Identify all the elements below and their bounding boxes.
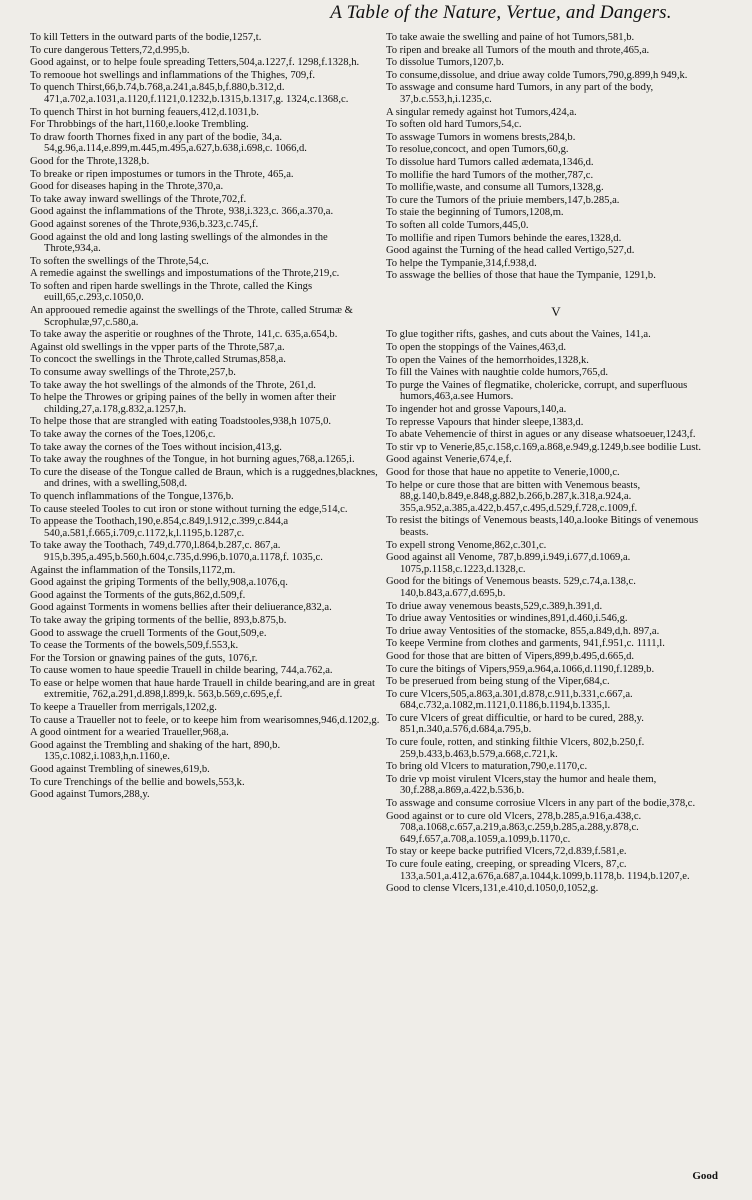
index-entry: To cure the Tumors of the priuie members,147,b.285,a. xyxy=(386,194,620,206)
index-entry: To take away the hot swellings of the almonds of the Throte, 261,d. xyxy=(30,379,316,391)
index-entry: To stay or keepe backe putrified Vlcers,72,d.839,f.581,e. xyxy=(386,846,627,858)
index-entry: To draw foorth Thornes fixed in any part of the bodie, 34,a. 54,g.96,a.114,e.899,m.445,m.495,a.627,b.638,i.698,c. 1066,d. xyxy=(30,131,307,155)
right-column-v-section xyxy=(386,329,726,894)
index-entry: A good ointment for a wearied Traueller,968,a. xyxy=(30,727,229,739)
index-entry: Good for the Throte,1328,b. xyxy=(30,155,150,167)
index-entry: To mollifie,waste, and consume all Tumors,1328,g. xyxy=(386,182,604,194)
index-entry: To consume,dissolue, and driue away colde Tumors,790,g.899,h 949,k. xyxy=(386,69,688,81)
index-entry: To cause women to haue speedie Trauell in childe bearing, 744,a.762,a. xyxy=(30,665,333,677)
index-entry: To driue away Ventosities or windines,891,d.460,i.546,g. xyxy=(386,613,628,625)
index-entry: To cure the bitings of Vipers,959,a.964,a.1066,d.1190,f.1289,b. xyxy=(386,663,655,675)
index-entry: To cure Trenchings of the bellie and bowels,553,k. xyxy=(30,776,245,788)
index-entry: Good for diseases haping in the Throte,370,a. xyxy=(30,181,224,193)
index-entry: To mollifie the hard Tumors of the mother,787,c. xyxy=(386,169,594,181)
page-header xyxy=(0,2,752,32)
index-entry: Good against Trembling of sinewes,619,b. xyxy=(30,764,210,776)
index-entry: Against old swellings in the vpper parts of the Throte,587,a. xyxy=(30,341,285,353)
index-entry: To fill the Vaines with naughtie colde humors,765,d. xyxy=(386,367,609,379)
index-entry: Good against the Turning of the head called Vertigo,527,d. xyxy=(386,245,635,257)
index-entry: To cause steeled Tooles to cut iron or stone without turning the edge,514,c. xyxy=(30,503,348,515)
index-entry: To quench inflammations of the Tongue,1376,b. xyxy=(30,490,234,502)
index-entry: To helpe those that are strangled with eating Toadstooles,938,h 1075,0. xyxy=(30,416,332,428)
index-entry: To represse Vapours that hinder sleepe,1383,d. xyxy=(386,416,584,428)
index-entry: To ease or helpe women that haue harde Trauell in childe bearing,and are in great extremitie, 762,a.291,d.898,l.899,k. 563,b.569,c.695,e,f. xyxy=(30,677,375,701)
index-entry: To soften all colde Tumors,445,0. xyxy=(386,219,529,231)
index-entry: To drie vp moist virulent Vlcers,stay the humor and heale them, 30,f.288,a.869,a.422,b.536,b. xyxy=(386,773,657,797)
index-entry: To kill Tetters in the outward parts of the bodie,1257,t. xyxy=(30,32,262,43)
index-entry: Good against sorenes of the Throte,936,b.323,c.745,f. xyxy=(30,218,259,230)
index-entry: To asswage the bellies of those that haue the Tympanie, 1291,b. xyxy=(386,270,656,282)
index-entry: To driue away Ventosities of the stomacke, 855,a.849,d,h. 897,a. xyxy=(386,625,660,637)
index-entry: Good against the Trembling and shaking of the hart, 890,b. 135,c.1082,i.1083,h,n.1160,e. xyxy=(30,739,281,763)
right-column xyxy=(386,32,726,896)
index-entry: To be preserued from being stung of the Viper,684,c. xyxy=(386,676,610,688)
index-entry: Good against Torments in womens bellies after their deliuerance,832,a. xyxy=(30,602,332,614)
index-entry: To soften old hard Tumors,54,c. xyxy=(386,119,522,131)
index-entry: Good against the griping Torments of the belly,908,a.1076,q. xyxy=(30,577,288,589)
index-entry: To abate Vehemencie of thirst in agues or any disease whatsoeuer,1243,f. xyxy=(386,429,696,441)
index-entry: To take away the cornes of the Toes without incision,413,g. xyxy=(30,441,282,453)
index-entry: Good for the bitings of Venemous beasts. 529,c.74,a.138,c. 140,b.843,a.677,d.695,b. xyxy=(386,576,636,599)
index-entry: A singular remedy against hot Tumors,424,a. xyxy=(386,106,577,118)
index-entry: To asswage and consume hard Tumors, in any part of the body, 37,b.c.553,h,i.1235,c. xyxy=(386,82,654,105)
index-entry: To helpe the Tympanie,314,f.938,d. xyxy=(386,257,537,269)
index-entry: To helpe the Throwes or griping paines of the belly in women after their childing,27,a.178,g.832,a.1257,h. xyxy=(30,392,336,415)
right-column-tumors xyxy=(386,32,726,282)
index-entry: To keepe Vermine from clothes and garments, 941,f.951,c. 1111,l. xyxy=(386,638,665,650)
index-entry: To take away the roughnes of the Tongue, in hot burning agues,768,a.1265,i. xyxy=(30,454,355,466)
index-entry: To cure Vlcers of great difficultie, or hard to be cured, 288,y. 851,n.340,a.576,d.684,a.795,b. xyxy=(386,712,644,736)
index-entry: To bring old Vlcers to maturation,790,e.1170,c. xyxy=(386,761,588,773)
index-entry: To mollifie and ripen Tumors behinde the eares,1328,d. xyxy=(386,232,622,244)
index-entry: An approoued remedie against the swellings of the Throte, called Strumæ & Scrophulæ,97,c.580,a. xyxy=(30,305,353,328)
index-entry: To open the stoppings of the Vaines,463,d. xyxy=(386,342,567,354)
catchword: Good xyxy=(692,1170,718,1182)
index-entry: To helpe or cure those that are bitten with Venemous beasts, 88,g.140,b.849,e.848,g.882,b.266,b.287,k.318,a.924,a. 355,a.952,a.385,a.422,b.457,c.495,d.529,f.728,c.1009,f. xyxy=(386,479,641,514)
index-entry: To purge the Vaines of flegmatike, cholericke, corrupt, and superfluous humors,463,a.see Humors. xyxy=(386,379,688,403)
index-entry: For the Torsion or gnawing paines of the guts, 1076,r. xyxy=(30,652,258,664)
index-entry: Good for those that haue no appetite to Venerie,1000,c. xyxy=(386,467,620,478)
page-title: A Table of the Nature, Vertue, and Dangers. xyxy=(330,2,672,23)
index-entry: To soften the swellings of the Throte,54,c. xyxy=(30,255,209,267)
index-entry: For Throbbings of the hart,1160,e.looke Trembling. xyxy=(30,119,249,131)
index-entry: Good to clense Vlcers,131,e.410,d.1050,0,1052,g. xyxy=(386,883,599,895)
index-entry: To ripen and breake all Tumors of the mouth and throte,465,a. xyxy=(386,44,650,56)
index-entry: To cure dangerous Tetters,72,d.995,b. xyxy=(30,44,190,56)
index-entry: To ingender hot and grosse Vapours,140,a. xyxy=(386,404,567,416)
index-entry: Good against or to cure old Vlcers, 278,b.285,a.916,a.438,c. 708,a.1068,c.657,a.219,a.863,c.259,b.285,a.288,y.878,c. 649,f.657,a.708,a.1059,a.1099,b.1170,c. xyxy=(386,810,642,845)
index-entry: To resist the bitings of Venemous beasts,140,a.looke Bitings of venemous beasts. xyxy=(386,515,699,538)
left-column xyxy=(30,32,380,802)
index-entry: To resolue,concoct, and open Tumors,60,g. xyxy=(386,144,569,156)
index-entry: To soften and ripen harde swellings in the Throte, called the Kings euill,65,c.293,c.1050,0. xyxy=(30,280,313,304)
index-entry: To take away the griping torments of the bellie, 893,b.875,b. xyxy=(30,614,287,626)
index-entry: Good for those that are bitten of Vipers,899,b.495,d.665,d. xyxy=(386,650,635,662)
index-entry: To open the Vaines of the hemorrhoides,1328,k. xyxy=(386,354,589,366)
index-entry: Good against the inflammations of the Throte, 938,i.323,c. 366,a.370,a. xyxy=(30,206,334,218)
index-entry: Good against Venerie,674,e,f. xyxy=(386,454,512,466)
index-entry: To dissolue Tumors,1207,b. xyxy=(386,57,504,69)
index-entry: To concoct the swellings in the Throte,called Strumas,858,a. xyxy=(30,354,286,366)
index-entry: To cease the Torments of the bowels,509,f.553,k. xyxy=(30,640,239,652)
index-entry: To cause a Traueller not to feele, or to keepe him from wearisomnes,946,d.1202,g. xyxy=(30,714,380,726)
section-letter: V xyxy=(551,303,561,319)
index-entry: To cure foule, rotten, and stinking filthie Vlcers, 802,b.250,f. 259,b.433,b.463,b.579,a.668,c.721,k. xyxy=(386,737,645,760)
index-entry: Good against Tumors,288,y. xyxy=(30,789,150,801)
index-entry: To breake or ripen impostumes or tumors in the Throte, 465,a. xyxy=(30,168,294,180)
index-entry: Good against all Venome, 787,b.899,i.949,i.677,d.1069,a. 1075,p.1158,c.1223,d.1328,c. xyxy=(386,552,631,575)
index-entry: To driue away venemous beasts,529,c.389,h.391,d. xyxy=(386,600,603,612)
index-entry: To cure foule eating, creeping, or spreading Vlcers, 87,c. 133,a.501,a.412,a.676,a.687,a.1044,k.1099,b.1178,b. 1194,b.1207,e. xyxy=(386,859,690,882)
index-entry: To take away the Toothach, 749,d.770,l.864,b.287,c. 867,a. 915,b.395,a.495,b.560,h.604,c.735,d.996,b.1070,a.1178,f. 1035,c. xyxy=(30,540,323,563)
index-entry: Good against the Torments of the guts,862,d.509,f. xyxy=(30,589,246,601)
index-entry: Against the inflammation of the Tonsils,1172,m. xyxy=(30,564,236,576)
index-entry: To stir vp to Venerie,85,c.158,c.169,a.868,e.949,g.1249,b.see bodilie Lust. xyxy=(386,441,702,453)
index-entry: To keepe a Traueller from merrigals,1202,g. xyxy=(30,702,217,714)
index-entry: To quench Thirst in hot burning feauers,412,d.1031,b. xyxy=(30,106,259,118)
index-entry: To take away inward swellings of the Throte,702,f. xyxy=(30,193,247,205)
index-entry: To expell strong Venome,862,c.301,c. xyxy=(386,539,547,551)
index-entry: To cure Vlcers,505,a.863,a.301,d.878,c.911,b.331,c.667,a. 684,c.732,a.1082,m.1121,0.1186,b.1194,b.1335,l. xyxy=(386,688,633,712)
index-entry: Good against, or to helpe foule spreading Tetters,504,a.1227,f. 1298,f.1328,h. xyxy=(30,57,360,69)
index-entry: To appease the Toothach,190,e.854,c.849,l.912,c.399,c.844,a 540,a.581,f.665,i.709,c.1172,k,l.1195,b.1287,c. xyxy=(30,516,289,539)
index-entry: To take away the cornes of the Toes,1206,c. xyxy=(30,429,216,440)
index-entry: Good against the old and long lasting swellings of the almondes in the Throte,934,a. xyxy=(30,231,328,255)
index-entry: To staie the beginning of Tumors,1208,m. xyxy=(386,207,564,219)
index-entry: To glue togither rifts, gashes, and cuts about the Vaines, 141,a. xyxy=(386,329,651,341)
index-entry: To take away the asperitie or roughnes of the Throte, 141,c. 635,a.654,b. xyxy=(30,329,338,341)
index-entry: To cure the disease of the Tongue called de Braun, which is a ruggednes,blacknes, and drines, with a swelling,508,d. xyxy=(30,466,378,490)
index-entry: To dissolue hard Tumors called ædemata,1346,d. xyxy=(386,156,594,168)
index-entry: A remedie against the swellings and impostumations of the Throte,219,c. xyxy=(30,268,340,280)
index-entry: To remooue hot swellings and inflammations of the Thighes, 709,f. xyxy=(30,69,316,81)
index-entry: To asswage Tumors in womens brests,284,b. xyxy=(386,131,576,143)
index-entry: To consume away swellings of the Throte,257,b. xyxy=(30,367,236,379)
index-entry: Good to asswage the cruell Torments of the Gout,509,e. xyxy=(30,627,267,639)
index-entry: To asswage and consume corrosiue Vlcers in any part of the bodie,378,c. xyxy=(386,798,696,810)
index-entry: To quench Thirst,66,b.74,b.768,a.241,a.845,b,f.880,b.312,d. 471,a.702,a.1031,a.1120,f.1121,0.1232,b.1315,b.1317,g. 1324,c.1368,c. xyxy=(30,82,349,105)
index-entry: To take awaie the swelling and paine of hot Tumors,581,b. xyxy=(386,32,635,43)
